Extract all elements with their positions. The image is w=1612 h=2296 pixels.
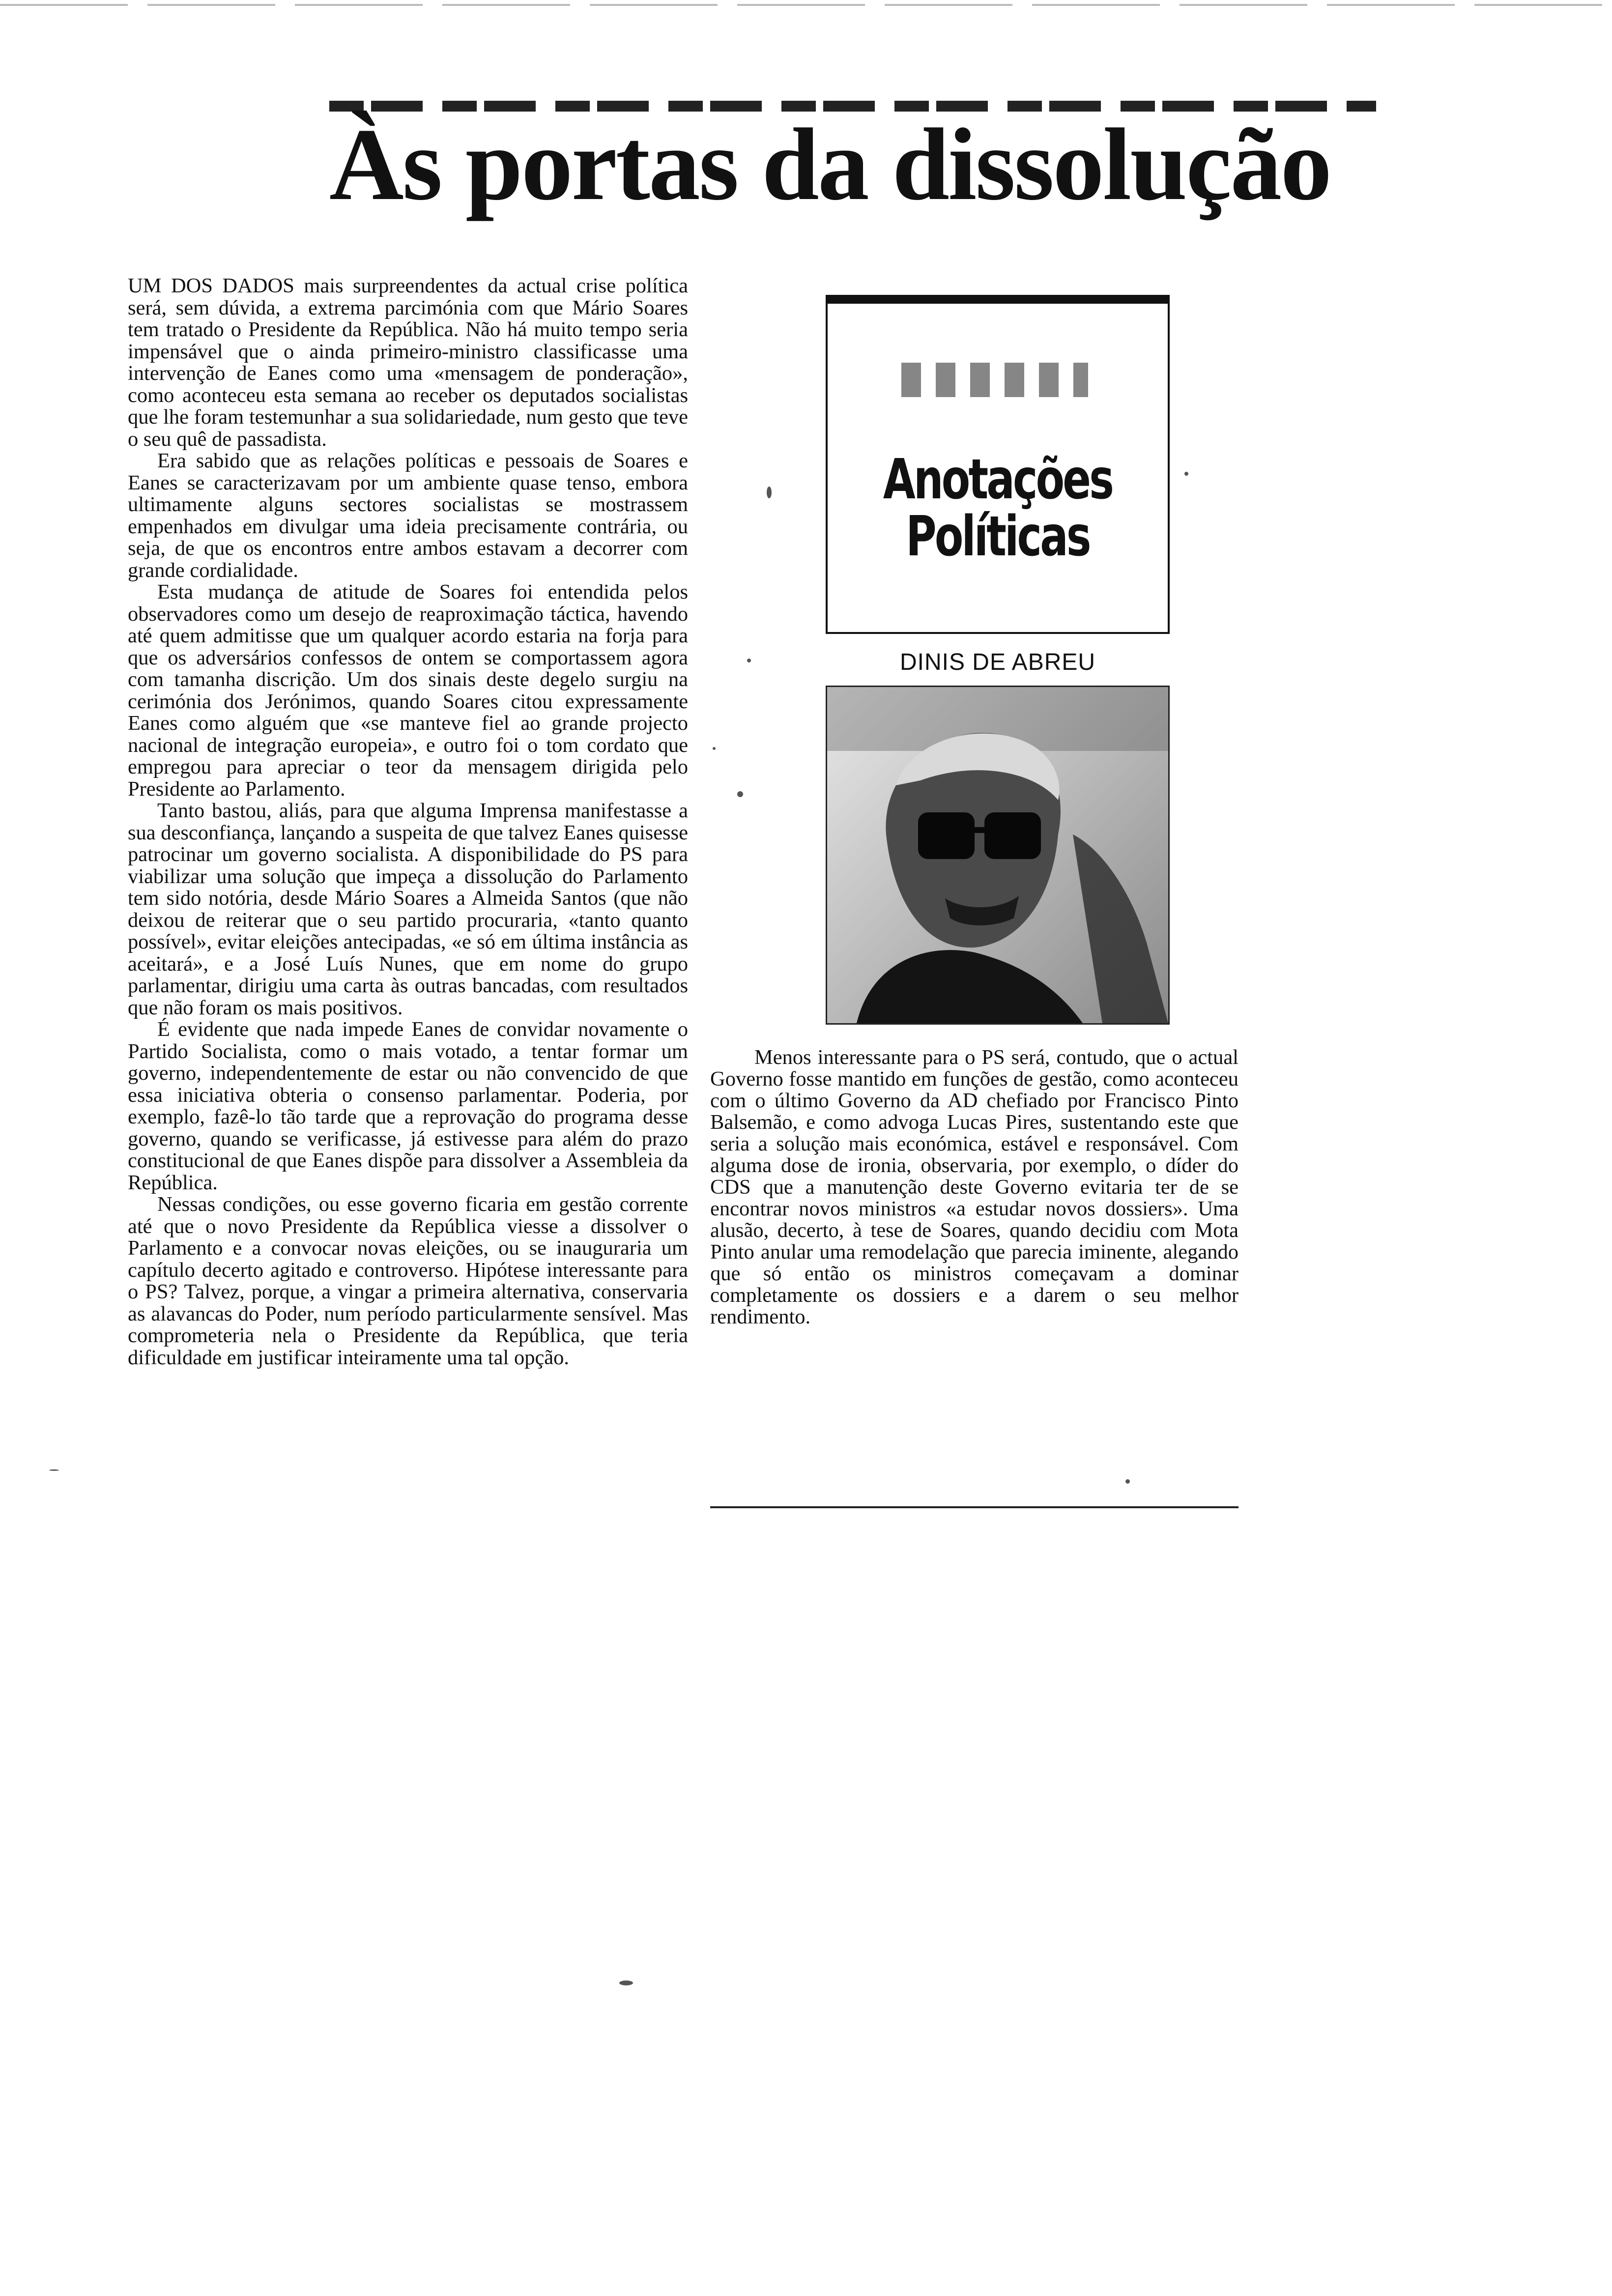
headline: Às portas da dissolução xyxy=(329,108,1331,222)
author-byline: DINIS DE ABREU xyxy=(899,649,1096,675)
sidebar-text xyxy=(710,1047,1238,1328)
scan-speck xyxy=(737,791,743,797)
section-title-line: Anotações xyxy=(883,448,1113,512)
article-paragraph: Tanto bastou, aliás, para que alguma Imprensa manifestasse a sua desconfiança, lançando a suspeita de que talvez Eanes quisesse patrocinar um governo socialista. A disponibilidade do PS para viabilizar uma solução que impeça a dissolução do Parlamento tem sido notória, desde Mário Soares a Almeida Santos (que não deixou de reiterar que o seu partido procuraria, «tanto quanto possível», evitar eleições antecipadas, «e só em última instância as aceitará», e a José Luís Nunes, que em nome do grupo parlamentar, dirigiu uma carta às outras bancadas, com resultados que não foram os mais positivos. xyxy=(128,799,688,1019)
article-body xyxy=(128,275,688,1369)
section-title-line: Políticas xyxy=(906,505,1090,569)
portrait-photo xyxy=(826,686,1170,1025)
scan-top-edge xyxy=(0,4,1612,6)
article-paragraph: Nessas condições, ou esse governo ficaria em gestão corrente até que o novo Presidente da República viesse a dissolver o Parlamento e a convocar novas eleições, ou se inauguraria um capítulo decerto agitado e controverso. Hipótese interessante para o PS? Talvez, porque, a vingar a primeira alternativa, conservaria as alavancas do Poder, num período particularmente sensível. Mas comprometeria nela o Presidente da República, que teria dificuldade em justificar inteiramente uma tal opção. xyxy=(128,1193,688,1369)
section-title xyxy=(868,448,1127,569)
scan-speck xyxy=(49,1469,59,1471)
scan-speck xyxy=(1184,472,1188,476)
scan-speck xyxy=(619,1980,633,1985)
scan-noise xyxy=(901,363,1088,397)
article-paragraph: Esta mudança de atitude de Soares foi entendida pelos observadores como um desejo de reaproximação táctica, havendo até quem admitisse que um qualquer acordo estaria na forja para que os adversários confessos de ontem se comportassem agora com tamanha discrição. Um dos sinais deste degelo surgiu na cerimónia dos Jerónimos, quando Soares citou expressamente Eanes como alguém que «se manteve fiel ao grande projecto nacional de integração europeia», e outro foi o tom cordato que empregou para apreciar o teor da mensagem dirigida pelo Presidente ao Parlamento. xyxy=(128,580,688,801)
scan-speck xyxy=(713,747,716,750)
sidebar-rule xyxy=(710,1506,1238,1508)
sidebar-paragraph: Menos interessante para o PS será, contudo, que o actual Governo fosse mantido em funções de gestão, como aconteceu com o último Governo da AD chefiado por Francisco Pinto Balsemão, e como advoga Lucas Pires, sustentando este que seria a solução mais económica, estável e responsável. Com alguma dose de ironia, observaria, por exemplo, o díder do CDS que a manutenção deste Governo evitaria ter de se encontrar novos ministros «a estudar novos dossiers». Uma alusão, decerto, à tese de Soares, quando decidiu com Mota Pinto anular uma remodelação que parecia iminente, alegando que só então os ministros começavam a dominar completamente os dossiers e a darem o seu melhor rendimento. xyxy=(710,1046,1238,1328)
article-paragraph: UM DOS DADOS mais surpreendentes da actual crise política será, sem dúvida, a extrema parcimónia com que Mário Soares tem tratado o Presidente da República. Não há muito tempo seria impensável que o ainda primeiro-ministro classificasse uma intervenção de Eanes como uma «mensagem de ponderação», como aconteceu esta semana ao receber os deputados socialistas que lhe foram testemunhar a sua solidariedade, num gesto que teve o seu quê de passadista. xyxy=(128,274,688,451)
article-paragraph: Era sabido que as relações políticas e pessoais de Soares e Eanes se caracterizavam por um ambiente quase tenso, embora ultimamente alguns sectores socialistas se mostrassem empenhados em divulgar uma ideia precisamente contrária, ou seja, de que os encontros entre ambos estavam a decorrer com grande cordialidade. xyxy=(128,449,688,582)
scan-speck xyxy=(747,659,751,662)
article-paragraph: É evidente que nada impede Eanes de convidar novamente o Partido Socialista, como o mais votado, a tentar formar um governo, independentemente de estar ou não convencido de que essa iniciativa obteria o consenso parlamentar. Poderia, por exemplo, fazê-lo tão tarde que a reprovação do programa desse governo, quando se verificasse, já estivesse para além do prazo constitucional de que Eanes dispõe para dissolver a Assembleia da República. xyxy=(128,1018,688,1194)
scan-speck xyxy=(1125,1479,1130,1484)
scan-speck xyxy=(767,487,772,498)
portrait-icon xyxy=(827,687,1168,1023)
column-header-box xyxy=(826,295,1170,634)
